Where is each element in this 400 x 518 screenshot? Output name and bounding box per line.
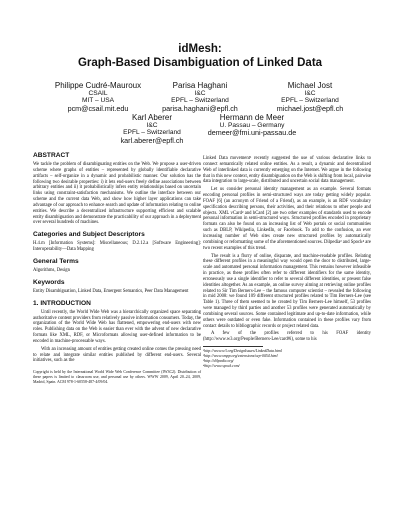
author-affiliation: EPFL – Switzerland bbox=[171, 97, 229, 105]
keywords-heading: Keywords bbox=[33, 278, 65, 286]
body-paragraph: Let us consider personal identity management as an example. Several formats encoding personal profiles in semi-structured ways are today getting widely popular. FOAF [6] (an acronym of Friend of a Friend), as an example, is an RDF vocabulary specification describing persons, their activities, and their relations to other people and objects. XML vCard² and hCard [2] are two other examples of standards used to encode personal information in semi-structured ways. Structured profiles encoded in proprietary formats can also be found on an increasing list of Web portals or social communities such as DBLP, Wikipedia, LinkedIn, or Facebook. To add to the confusion, an ever increasing number of Web sites create new structured profiles by automatically combining or reformatting some of the aforementioned sources. Dilpedia³ and Spock⁴ are two recent examples of this trend. bbox=[203, 187, 371, 251]
author-email: demeer@fmi.uni-passau.de bbox=[207, 128, 297, 138]
terms-heading: General Terms bbox=[33, 257, 79, 265]
author-name: Karl Aberer bbox=[131, 113, 173, 122]
author-block bbox=[46, 81, 150, 112]
author-email: parisa.haghani@epfl.ch bbox=[162, 103, 238, 113]
author-affiliation: I&C bbox=[304, 90, 316, 97]
author-email: michael.jost@epfl.ch bbox=[276, 103, 344, 113]
author-block bbox=[206, 113, 298, 137]
author-block bbox=[148, 81, 252, 112]
right-column bbox=[203, 156, 371, 368]
author-affiliation: EPFL – Switzerland bbox=[281, 97, 339, 105]
author-block bbox=[260, 81, 360, 112]
footnote: ²http://www.xmpp.org/extensions/xep-0054.html bbox=[203, 353, 278, 358]
author-name: Parisa Haghani bbox=[172, 81, 228, 90]
author-name: Michael Jost bbox=[287, 81, 333, 90]
footnote: ¹http://www.w3.org/DesignIssues/LinkedData.html bbox=[203, 349, 282, 354]
intro-paragraph: Until recently, the World Wide Web was a hierarchically organized space separating authoritative content providers from relatively passive information consumers. Today, the organization of the World Wide Web has flattened, empowering end-users with new roles. Publishing data on the Web is easier than ever with the advent of new declarative formats like XML, RDF, or Microformats allowing user-defined information to be encoded in machine-processable ways. bbox=[33, 309, 201, 344]
body-paragraph: Linked Data movement¹ recently suggested the use of various declarative links to connect semantically related online entities. As a result, a dynamic and decentralized Web of interlinked data is currently emerging on the Internet. We argue in the following that in this new context, entity disambiguation on the Web is shifting from local, pairwise data integration to large-scale, distributed and uncertain social data management. bbox=[203, 156, 371, 185]
author-affiliation: EPFL – Switzerland bbox=[123, 129, 181, 137]
author-name: Hermann de Meer bbox=[219, 113, 285, 122]
author-affiliation: I&C bbox=[146, 122, 158, 129]
intro-paragraph: With an increasing amount of entities getting created online comes the pressing need to relate and integrate similar entities published by different end-users. Several initiatives, such as the bbox=[33, 346, 201, 364]
keywords-text: Entity Disambiguation, Linked Data, Emergent Semantics, Peer Data Management bbox=[33, 288, 189, 294]
footnote: ⁴http://www.spock.com/ bbox=[203, 363, 240, 368]
abstract-text: We tackle the problem of disambiguating entities on the Web. We propose a user-driven scheme where graphs of entities – represented by globally identifiable declarative artifacts – self-organize in a dynamic and probabilistic manner. Our solution has the following two desirable properties: i) it lets end-users freely define associations between arbitrary entities and ii) it probabilistically infers entity relationships based on uncertain links using constraint-satisfaction mechanisms. We outline the interface between our scheme and the current data Web, and show how higher layer applications can take advantage of our approach to enhance search and update of information relating to online entities. We describe a decentralized infrastructure supporting efficient and scalable entity disambiguation and demonstrate the practicability of our approach in a deployment over several hundreds of machines. bbox=[33, 162, 201, 226]
title-line-1: idMesh: bbox=[178, 43, 222, 55]
abstract-heading: ABSTRACT bbox=[33, 152, 70, 159]
body-paragraph: A few of the profiles referred to his FOAF identity (http://www.w3.org/People/Berners-Lee/card#i), some to his bbox=[203, 331, 371, 343]
author-affiliation: U. Passau – Germany bbox=[219, 122, 285, 129]
author-affiliation: MIT – USA bbox=[81, 97, 115, 105]
author-affiliation: CSAIL bbox=[88, 90, 108, 97]
categories-text: H.4.m [Information Systems]: Miscellaneous; D.2.12.a [Software Engineering]: Interoperability—Data Mapping bbox=[33, 241, 201, 253]
paper-title bbox=[0, 42, 400, 70]
left-column bbox=[33, 152, 201, 386]
author-email: pcm@csail.mit.edu bbox=[67, 103, 129, 113]
author-block bbox=[102, 113, 202, 144]
copyright-notice: Copyright is held by the International World Wide Web Conference Committee (IW3C2). Distribution of these papers is limited to classroom use, and personal use by others. WWW 2009, April 20–24, 2009, Madrid, Spain. ACM 978-1-60558-487-4/09/04. bbox=[33, 370, 201, 384]
author-affiliation: I&C bbox=[194, 90, 206, 97]
title-line-2: Graph-Based Disambiguation of Linked Data bbox=[77, 57, 323, 69]
categories-heading: Categories and Subject Descriptors bbox=[33, 231, 145, 239]
footnote: ³http://dilpedia.org/ bbox=[203, 358, 234, 363]
terms-text: Algorithms, Design bbox=[33, 267, 70, 273]
author-name: Philippe Cudré-Mauroux bbox=[54, 81, 142, 90]
footnote-divider bbox=[203, 346, 263, 347]
author-email: karl.aberer@epfl.ch bbox=[120, 135, 184, 145]
introduction-heading: 1. INTRODUCTION bbox=[33, 299, 91, 307]
body-paragraph: The result is a flurry of online, disparate, and machine-readable profiles. Relating these different profiles in a meaningful way would open the door to distributed, large-scale and automated personal information management. This remains however infeasible in practice, as these profiles often refer to different identifiers for the same identity, erroneously use a single identifier to refer to several different identities, or present false identities altogether. As an example, an online survey aiming at retrieving online profiles related to Sir Tim Berners-Lee – the famous computer scientist – revealed the following in mid 2008: we found 109 different structured profiles related to Tim Berners-Lee (see Table 1). Three of them seemed to be created by Tim Berners-Lee himself, 53 profiles were managed by third parties and another 53 profiles were generated automatically by combining several sources. Some contained legitimate and up-to-date information, while others were outdated or even fake. Information contained in these profiles vary from contact details to bibliographic records or project related data. bbox=[203, 253, 371, 329]
